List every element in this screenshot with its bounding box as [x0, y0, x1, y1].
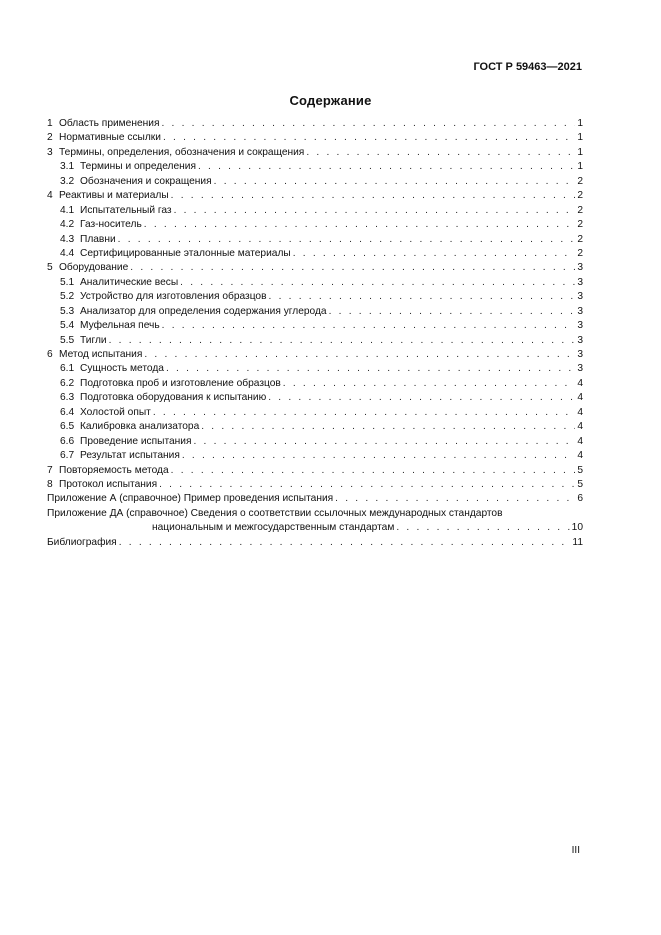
- toc-entry[interactable]: [47, 204, 583, 218]
- toc-entry-number: 6.4: [60, 406, 75, 418]
- toc-entry[interactable]: [47, 131, 583, 145]
- toc-entry-page: 3: [577, 262, 583, 274]
- toc-leader-dots: [171, 464, 576, 478]
- toc-entry-number: 5.5: [60, 334, 75, 346]
- toc-entry-title: Протокол испытания: [59, 478, 158, 490]
- toc-entry-title: Область применения: [59, 118, 160, 129]
- toc-entry-number: 8: [47, 478, 53, 490]
- toc-entry-title: Испытательный газ: [80, 204, 172, 216]
- toc-leader-dots: [198, 160, 575, 174]
- toc-entry-title: Калибровка анализатора: [80, 421, 200, 433]
- toc-leader-dots: [269, 290, 576, 304]
- toc-entry-number: 7: [47, 464, 53, 476]
- toc-entry-title: Устройство для изготовления образцов: [80, 291, 267, 303]
- toc-leader-dots: [283, 377, 576, 391]
- toc-leader-dots: [293, 247, 576, 261]
- toc-entry-number: 5.2: [60, 291, 75, 303]
- toc-entry-number: 5.3: [60, 305, 75, 317]
- toc-leader-dots: [163, 131, 575, 145]
- toc-leader-dots: [306, 146, 575, 160]
- toc-leader-dots: [180, 276, 575, 290]
- toc-entry-number: 3: [47, 146, 53, 158]
- page-number: III: [571, 845, 580, 856]
- toc-leader-dots: [171, 189, 576, 203]
- toc-entry-appendix-da[interactable]: [47, 507, 583, 536]
- toc-leader-dots: [396, 521, 569, 535]
- toc-entry[interactable]: [47, 160, 583, 174]
- toc-entry-page: 2: [577, 190, 583, 202]
- toc-entry-page: 2: [577, 233, 583, 245]
- toc-entry[interactable]: [47, 334, 583, 348]
- toc-entry-title: Аналитические весы: [80, 276, 179, 288]
- toc-entry-bibliography[interactable]: [47, 536, 583, 550]
- toc-entry-number: 6.1: [60, 363, 75, 375]
- toc-leader-dots: [144, 218, 576, 232]
- table-of-contents: [47, 117, 583, 550]
- toc-entry-title: Термины, определения, обозначения и сокращения: [59, 146, 305, 158]
- toc-entry-page: 2: [577, 247, 583, 259]
- toc-entry-page: 1: [577, 146, 583, 158]
- toc-entry[interactable]: [47, 117, 583, 131]
- document-code: ГОСТ Р 59463—2021: [473, 61, 582, 73]
- toc-entry-title: Газ-носитель: [80, 219, 142, 231]
- toc-entry-page: 1: [577, 118, 583, 129]
- toc-leader-dots: [201, 420, 575, 434]
- toc-entry-title: Холостой опыт: [80, 406, 151, 418]
- toc-entry[interactable]: [47, 146, 583, 160]
- toc-entry-title: Реактивы и материалы: [59, 190, 169, 202]
- toc-entry[interactable]: [47, 464, 583, 478]
- toc-entry-number: 6.6: [60, 435, 75, 447]
- toc-entry-page: 3: [577, 320, 583, 332]
- toc-entry[interactable]: [47, 377, 583, 391]
- toc-entry-title: Обозначения и сокращения: [80, 175, 212, 187]
- toc-entry-title: Подготовка оборудования к испытанию: [80, 392, 267, 404]
- toc-entry-number: 5.1: [60, 276, 75, 288]
- toc-entry-title: Плавни: [80, 233, 116, 245]
- toc-entry-title: Библиография: [47, 536, 117, 548]
- toc-leader-dots: [174, 204, 576, 218]
- toc-entry-title: Оборудование: [59, 262, 129, 274]
- toc-entry[interactable]: [47, 261, 583, 275]
- toc-entry[interactable]: [47, 233, 583, 247]
- toc-entry-number: 6.7: [60, 450, 75, 462]
- toc-entry-number: 3.1: [60, 161, 75, 173]
- toc-entry-page: 2: [577, 204, 583, 216]
- toc-entry-page: 4: [577, 450, 583, 462]
- toc-entry-title: Приложение А (справочное) Пример проведения испытания: [47, 493, 334, 505]
- toc-entry-page: 1: [577, 161, 583, 173]
- toc-entry-page: 4: [577, 421, 583, 433]
- toc-leader-dots: [268, 391, 575, 405]
- toc-entry-title: Повторяемость метода: [59, 464, 169, 476]
- toc-leader-dots: [182, 449, 575, 463]
- toc-entry-title: Проведение испытания: [80, 435, 192, 447]
- toc-entry-page: 5: [577, 464, 583, 476]
- toc-entry-page: 3: [577, 276, 583, 288]
- toc-entry-title: Подготовка проб и изготовление образцов: [80, 377, 281, 389]
- toc-entry-title: Тигли: [80, 334, 107, 346]
- toc-entry-title: Приложение ДА (справочное) Сведения о соответствии ссылочных международных стандартов: [47, 507, 503, 519]
- toc-entry-title: Результат испытания: [80, 450, 180, 462]
- toc-entry-title: Термины и определения: [80, 161, 196, 173]
- toc-entry[interactable]: [47, 362, 583, 376]
- toc-entry-page: 3: [577, 363, 583, 375]
- toc-entry-page: 11: [572, 536, 583, 548]
- toc-entry-number: 5: [47, 262, 53, 274]
- toc-entry[interactable]: [47, 290, 583, 304]
- toc-entry[interactable]: [47, 492, 583, 506]
- toc-entry-number: 4: [47, 190, 53, 202]
- toc-entry[interactable]: [47, 348, 583, 362]
- toc-entry-page: 3: [577, 291, 583, 303]
- toc-entry-number: 6.3: [60, 392, 75, 404]
- toc-entry[interactable]: [47, 478, 583, 492]
- toc-entry-number: 5.4: [60, 320, 75, 332]
- toc-entry-page: 3: [577, 349, 583, 360]
- toc-entry[interactable]: [47, 276, 583, 290]
- toc-leader-dots: [130, 261, 575, 275]
- toc-entry-title: Метод испытания: [59, 349, 143, 360]
- toc-entry-page: 4: [577, 377, 583, 389]
- toc-leader-dots: [214, 175, 576, 189]
- toc-entry-page: 4: [577, 435, 583, 447]
- toc-entry-page: 4: [577, 406, 583, 418]
- toc-entry-number: 2: [47, 132, 53, 144]
- toc-leader-dots: [118, 233, 576, 247]
- toc-entry-number: 6.2: [60, 377, 75, 389]
- toc-title: Содержание: [289, 93, 372, 108]
- toc-entry[interactable]: [47, 319, 583, 333]
- toc-entry[interactable]: [47, 420, 583, 434]
- toc-entry-page: 4: [577, 392, 583, 404]
- toc-leader-dots: [153, 406, 575, 420]
- toc-leader-dots: [335, 492, 575, 506]
- toc-leader-dots: [119, 536, 571, 550]
- toc-entry-number: 3.2: [60, 175, 75, 187]
- toc-entry-page: 3: [577, 305, 583, 317]
- toc-entry-number: 6.5: [60, 421, 75, 433]
- toc-leader-dots: [109, 334, 576, 348]
- toc-entry-page: 2: [577, 219, 583, 231]
- toc-entry-page: 3: [577, 334, 583, 346]
- toc-leader-dots: [194, 435, 576, 449]
- toc-entry-page: 6: [577, 493, 583, 505]
- toc-entry[interactable]: [47, 218, 583, 232]
- toc-leader-dots: [144, 348, 575, 362]
- toc-entry[interactable]: [47, 175, 583, 189]
- toc-entry-title: Сертифицированные эталонные материалы: [80, 247, 291, 259]
- toc-entry-page: 2: [577, 175, 583, 187]
- toc-entry[interactable]: [47, 406, 583, 420]
- toc-entry-page: 10: [571, 522, 583, 534]
- toc-entry-page: 1: [577, 132, 583, 144]
- toc-entry-number: 4.3: [60, 233, 75, 245]
- toc-entry-page: 5: [577, 478, 583, 490]
- toc-entry-title: Нормативные ссылки: [59, 132, 161, 144]
- toc-entry[interactable]: [47, 247, 583, 261]
- toc-entry-number: 1: [47, 118, 53, 129]
- toc-entry-number: 4.1: [60, 204, 75, 216]
- toc-entry-title: Сущность метода: [80, 363, 164, 375]
- toc-entry-number: 4.2: [60, 219, 75, 231]
- toc-entry[interactable]: [47, 189, 583, 203]
- toc-entry[interactable]: [47, 435, 583, 449]
- toc-entry-title-continued: национальным и межгосударственным стандартам: [152, 522, 395, 534]
- toc-entry-number: 4.4: [60, 247, 75, 259]
- toc-entry-title: Анализатор для определения содержания углерода: [80, 305, 327, 317]
- toc-leader-dots: [159, 478, 575, 492]
- toc-leader-dots: [329, 305, 576, 319]
- toc-leader-dots: [162, 319, 576, 333]
- toc-entry[interactable]: [47, 305, 583, 319]
- toc-entry[interactable]: [47, 449, 583, 463]
- toc-leader-dots: [166, 362, 575, 376]
- toc-entry-number: 6: [47, 349, 53, 360]
- toc-leader-dots: [161, 117, 575, 131]
- toc-entry[interactable]: [47, 391, 583, 405]
- toc-entry-title: Муфельная печь: [80, 320, 160, 332]
